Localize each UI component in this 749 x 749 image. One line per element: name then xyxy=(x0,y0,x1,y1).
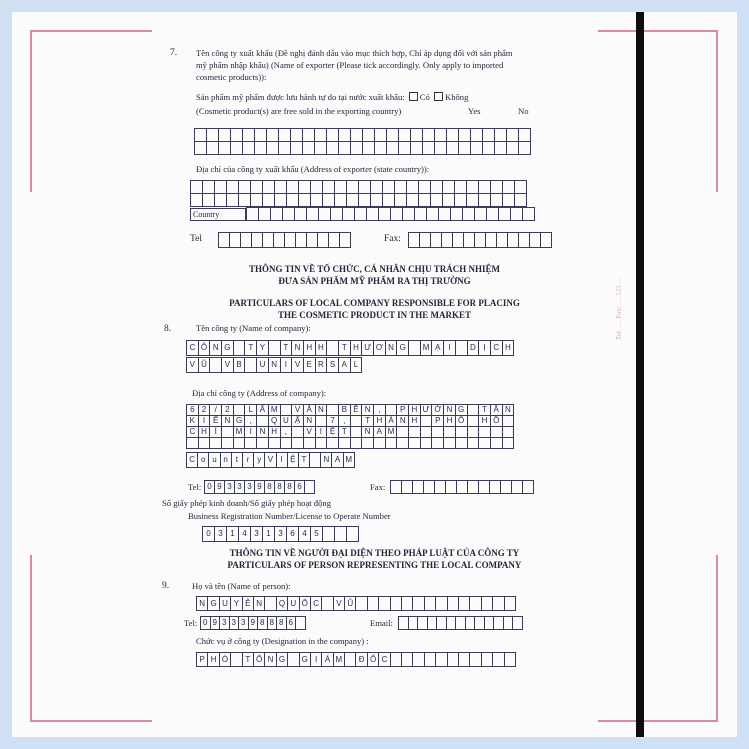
char-box: N xyxy=(315,404,328,416)
char-box: V xyxy=(264,452,276,468)
char-box: I xyxy=(443,340,456,356)
char-box: G xyxy=(396,340,409,356)
section-7-line1: Tên công ty xuất khẩu (Đề nghị đánh dấu vào mục thích hợp, Chỉ áp dụng đối với sản phẩm xyxy=(196,48,513,58)
exporter-fax-field[interactable] xyxy=(408,232,551,247)
section-8-number: 8. xyxy=(164,324,172,334)
char-box: U xyxy=(280,415,293,427)
char-box: E xyxy=(303,357,316,373)
heading-local-company-en-2: THE COSMETIC PRODUCT IN THE MARKET xyxy=(278,310,471,320)
exporter-tel-label: Tel xyxy=(190,234,202,244)
char-box: Ư xyxy=(420,404,433,416)
char-box: N xyxy=(303,415,316,427)
no-checkbox[interactable] xyxy=(434,92,443,101)
char-box: T xyxy=(338,426,351,438)
char-box: V xyxy=(221,357,234,373)
char-box: C xyxy=(186,452,198,468)
char-box xyxy=(518,128,531,142)
char-box: N xyxy=(196,596,208,611)
company-tel-label: Tel: xyxy=(188,482,202,492)
company-address-row3[interactable] xyxy=(186,426,513,437)
char-box: , xyxy=(373,404,386,416)
char-box: I xyxy=(244,426,257,438)
char-box: / xyxy=(209,404,222,416)
char-box: T xyxy=(361,415,374,427)
heading-representative-vi: THÔNG TIN VỀ NGƯỜI ĐẠI DIỆN THEO PHÁP LUẬT CỦA CÔNG TY xyxy=(229,548,520,558)
char-box: V xyxy=(291,404,304,416)
char-box: Ễ xyxy=(242,596,254,611)
char-box: Ố xyxy=(299,596,311,611)
char-box: N xyxy=(385,340,398,356)
exporter-address-label: Địa chỉ của công ty xuất khẩu (Address of exporter (state country)): xyxy=(196,164,430,174)
char-box: 4 xyxy=(298,526,311,542)
free-sale-question xyxy=(196,92,468,103)
char-box: 3 xyxy=(250,526,263,542)
char-box: 2 xyxy=(221,404,234,416)
heading-local-company-vi-2: ĐƯA SẢN PHẨM MỸ PHẨM RA THỊ TRƯỜNG xyxy=(278,276,471,286)
char-box: , xyxy=(280,426,293,438)
scan-edge-bar xyxy=(636,12,644,737)
char-box: P xyxy=(396,404,409,416)
char-box: H xyxy=(198,426,211,438)
company-fax-field[interactable] xyxy=(390,480,533,493)
char-box: 8 xyxy=(267,616,278,630)
char-box: 8 xyxy=(276,616,287,630)
char-box: 3 xyxy=(229,616,240,630)
char-box: Ị xyxy=(478,340,491,356)
char-box: Ố xyxy=(455,415,468,427)
char-box: A xyxy=(373,426,386,438)
char-box: A xyxy=(331,452,343,468)
designation-label: Chức vụ ở công ty (Designation in the company) : xyxy=(196,636,369,646)
char-box: V xyxy=(333,596,345,611)
char-box: H xyxy=(268,426,281,438)
heading-local-company-en-1: PARTICULARS OF LOCAL COMPANY RESPONSIBLE FOR PLACING xyxy=(229,298,520,308)
char-box: u xyxy=(208,452,220,468)
char-box: N xyxy=(396,415,409,427)
char-box: M xyxy=(420,340,433,356)
char-box xyxy=(504,596,516,611)
char-box xyxy=(304,480,315,494)
exporter-address-row2[interactable] xyxy=(190,193,526,206)
char-box: Ó xyxy=(219,652,231,667)
char-box: , xyxy=(244,415,257,427)
designation-field[interactable] xyxy=(196,652,515,666)
exporter-country-row[interactable] xyxy=(246,207,534,220)
char-box: 2 xyxy=(198,404,211,416)
char-box xyxy=(514,180,527,194)
heading-representative-en: PARTICULARS OF PERSON REPRESENTING THE LOCAL COMPANY xyxy=(227,560,522,570)
char-box: Ệ xyxy=(326,426,339,438)
char-box: Ố xyxy=(367,652,379,667)
char-box: D xyxy=(467,340,480,356)
char-box: 8 xyxy=(257,616,268,630)
char-box: V xyxy=(186,357,199,373)
company-name-row1[interactable] xyxy=(186,340,513,355)
free-sale-en: (Cosmetic product(s) are free sold in the exporting country) xyxy=(196,106,402,116)
char-box: Ờ xyxy=(431,404,444,416)
no-en-label: No xyxy=(518,106,529,116)
char-box: M xyxy=(333,652,345,667)
char-box: 8 xyxy=(264,480,275,494)
char-box: Ơ xyxy=(373,340,386,356)
char-box: N xyxy=(361,426,374,438)
char-box xyxy=(339,232,351,248)
char-box: M xyxy=(385,426,398,438)
char-box: Q xyxy=(276,596,288,611)
char-box: V xyxy=(303,426,316,438)
char-box: 1 xyxy=(226,526,239,542)
company-tel-field[interactable] xyxy=(204,480,314,493)
char-box xyxy=(540,232,552,248)
no-vi-label: Không xyxy=(444,92,469,102)
char-box: P xyxy=(431,415,444,427)
char-box: H xyxy=(207,652,219,667)
char-box: U xyxy=(256,357,269,373)
company-address-row4[interactable] xyxy=(186,437,513,448)
company-address-row2[interactable] xyxy=(186,415,513,426)
section-9-number: 9. xyxy=(162,581,170,591)
char-box: K xyxy=(186,415,199,427)
exporter-country-label: Country xyxy=(190,208,246,221)
char-box: À xyxy=(385,415,398,427)
char-box: H xyxy=(443,415,456,427)
char-box: C xyxy=(186,340,199,356)
char-box: 4 xyxy=(238,526,251,542)
char-box: Ũ xyxy=(344,596,356,611)
char-box xyxy=(514,193,527,207)
char-box xyxy=(522,480,534,494)
char-box: T xyxy=(244,340,257,356)
char-box: M xyxy=(233,426,246,438)
char-box: U xyxy=(219,596,231,611)
char-box: H xyxy=(315,340,328,356)
char-box: Ạ xyxy=(431,340,444,356)
char-box: T xyxy=(280,340,293,356)
char-box: 6 xyxy=(286,526,299,542)
char-box: , xyxy=(338,415,351,427)
char-box: N xyxy=(253,596,265,611)
exporter-name-row2[interactable] xyxy=(194,141,530,154)
company-fax-label: Fax: xyxy=(370,482,386,492)
yes-vi-label: Có xyxy=(419,92,430,102)
char-box: 8 xyxy=(284,480,295,494)
char-box: 9 xyxy=(214,480,225,494)
char-box: S xyxy=(326,357,339,373)
char-box: L xyxy=(244,404,257,416)
char-box: T xyxy=(338,340,351,356)
free-sale-label: Sản phẩm mỹ phẩm được lưu hành tự do tại nước xuất khẩu: xyxy=(196,92,405,102)
char-box: 8 xyxy=(274,480,285,494)
char-box: T xyxy=(478,404,491,416)
license-label-vi: Số giấy phép kinh doanh/Số giấy phép hoạt động xyxy=(162,498,331,508)
char-box: Y xyxy=(256,340,269,356)
company-name-label: Tên công ty (Name of company): xyxy=(196,323,311,333)
char-box: N xyxy=(291,340,304,356)
company-address-row1[interactable] xyxy=(186,404,513,415)
char-box: H xyxy=(373,415,386,427)
person-email-field[interactable] xyxy=(398,616,522,629)
section-7-number: 7. xyxy=(170,48,178,58)
char-box: Â xyxy=(256,404,269,416)
char-box: H xyxy=(408,415,421,427)
char-box: B xyxy=(338,404,351,416)
char-box: 3 xyxy=(244,480,255,494)
char-box: Â xyxy=(490,404,503,416)
char-box: Q xyxy=(268,415,281,427)
char-box: 0 xyxy=(204,480,215,494)
char-box: 7 xyxy=(326,415,339,427)
char-box: H xyxy=(303,340,316,356)
char-box: I xyxy=(315,426,328,438)
char-box: H xyxy=(478,415,491,427)
char-box: Ể xyxy=(209,415,222,427)
char-box: Ồ xyxy=(490,415,503,427)
frame-corner-bottom-left xyxy=(30,555,152,722)
char-box: V xyxy=(291,357,304,373)
char-box: 9 xyxy=(248,616,259,630)
char-box: 5 xyxy=(310,526,323,542)
char-box: N xyxy=(221,415,234,427)
person-name-label: Họ và tên (Name of person): xyxy=(192,581,291,591)
char-box: U xyxy=(287,596,299,611)
char-box: N xyxy=(264,652,276,667)
char-box: N xyxy=(209,340,222,356)
char-box: G xyxy=(455,404,468,416)
char-box: 6 xyxy=(186,404,199,416)
char-box: N xyxy=(256,426,269,438)
char-box: A xyxy=(338,357,351,373)
faded-side-note: Tel: … Fax: … 123 … xyxy=(615,276,623,340)
exporter-name-row1[interactable] xyxy=(194,128,530,141)
char-box xyxy=(518,141,531,155)
char-box: 0 xyxy=(200,616,211,630)
char-box: 3 xyxy=(219,616,230,630)
char-box: N xyxy=(268,357,281,373)
char-box: N xyxy=(361,404,374,416)
company-country-row[interactable] xyxy=(186,452,354,467)
char-box: Y xyxy=(230,596,242,611)
char-box: Ũ xyxy=(198,357,211,373)
char-box: Ư xyxy=(361,340,374,356)
char-box: 3 xyxy=(274,526,287,542)
char-box xyxy=(295,616,306,630)
heading-local-company-vi-1: THÔNG TIN VỀ TỔ CHỨC, CÁ NHÂN CHỊU TRÁCH NHIỆM xyxy=(248,264,501,274)
license-label-en: Business Registration Number/License to Operate Number xyxy=(188,511,391,521)
char-box: G xyxy=(207,596,219,611)
char-box xyxy=(502,437,515,449)
char-box: I xyxy=(310,652,322,667)
person-tel-field[interactable] xyxy=(200,616,305,629)
char-box: C xyxy=(490,340,503,356)
license-number-field[interactable] xyxy=(202,526,358,541)
char-box: y xyxy=(253,452,265,468)
char-box: H xyxy=(350,340,363,356)
char-box: G xyxy=(233,415,246,427)
person-tel-label: Tel: xyxy=(184,618,198,628)
char-box: 0 xyxy=(202,526,215,542)
char-box: t xyxy=(231,452,243,468)
char-box xyxy=(522,207,535,221)
char-box: I xyxy=(198,415,211,427)
char-box: I xyxy=(280,357,293,373)
char-box xyxy=(512,616,523,630)
char-box: C xyxy=(378,652,390,667)
char-box: r xyxy=(242,452,254,468)
char-box: R xyxy=(315,357,328,373)
char-box: 1 xyxy=(262,526,275,542)
char-box: Đ xyxy=(355,652,367,667)
yes-en-label: Yes xyxy=(468,106,481,116)
char-box: Á xyxy=(321,652,333,667)
char-box: 3 xyxy=(238,616,249,630)
char-box: G xyxy=(221,340,234,356)
char-box: N xyxy=(502,404,515,416)
char-box: C xyxy=(310,596,322,611)
company-address-label: Địa chỉ công ty (Address of company): xyxy=(192,388,327,398)
char-box: Ệ xyxy=(287,452,299,468)
yes-checkbox[interactable] xyxy=(409,92,418,101)
char-box: 3 xyxy=(214,526,227,542)
char-box: 3 xyxy=(224,480,235,494)
char-box: T xyxy=(242,652,254,667)
person-name-field[interactable] xyxy=(196,596,515,610)
char-box: Ề xyxy=(350,404,363,416)
char-box: 3 xyxy=(234,480,245,494)
exporter-tel-field[interactable] xyxy=(218,232,350,247)
frame-corner-bottom-right xyxy=(598,555,718,722)
char-box: C xyxy=(186,426,199,438)
frame-corner-top-left xyxy=(30,30,152,192)
char-box: N xyxy=(443,404,456,416)
char-box: M xyxy=(268,404,281,416)
section-7-line3: cosmetic products)): xyxy=(196,72,267,82)
char-box: 6 xyxy=(294,480,305,494)
char-box: Ô xyxy=(198,340,211,356)
char-box: N xyxy=(320,452,332,468)
person-email-label: Email: xyxy=(370,618,393,628)
char-box: Ổ xyxy=(253,652,265,667)
char-box: I xyxy=(276,452,288,468)
char-box: H xyxy=(502,340,515,356)
char-box xyxy=(504,652,516,667)
char-box xyxy=(346,526,359,542)
company-name-row2[interactable] xyxy=(186,357,361,372)
char-box: n xyxy=(220,452,232,468)
char-box: 9 xyxy=(210,616,221,630)
exporter-address-row1[interactable] xyxy=(190,180,526,193)
char-box: 9 xyxy=(254,480,265,494)
char-box: P xyxy=(196,652,208,667)
char-box: T xyxy=(298,452,310,468)
char-box: B xyxy=(233,357,246,373)
section-7-line2: mỹ phẩm nhập khẩu) (Name of exporter (Please tick accordingly. Only apply to imported xyxy=(196,60,504,70)
char-box: M xyxy=(343,452,355,468)
char-box: 6 xyxy=(286,616,297,630)
exporter-fax-label: Fax: xyxy=(384,234,401,244)
char-box: o xyxy=(197,452,209,468)
char-box: G xyxy=(299,652,311,667)
char-box: L xyxy=(350,357,363,373)
char-box: G xyxy=(276,652,288,667)
char-box: Ậ xyxy=(291,415,304,427)
char-box: Ă xyxy=(303,404,316,416)
char-box: Í xyxy=(209,426,222,438)
char-box: H xyxy=(408,404,421,416)
